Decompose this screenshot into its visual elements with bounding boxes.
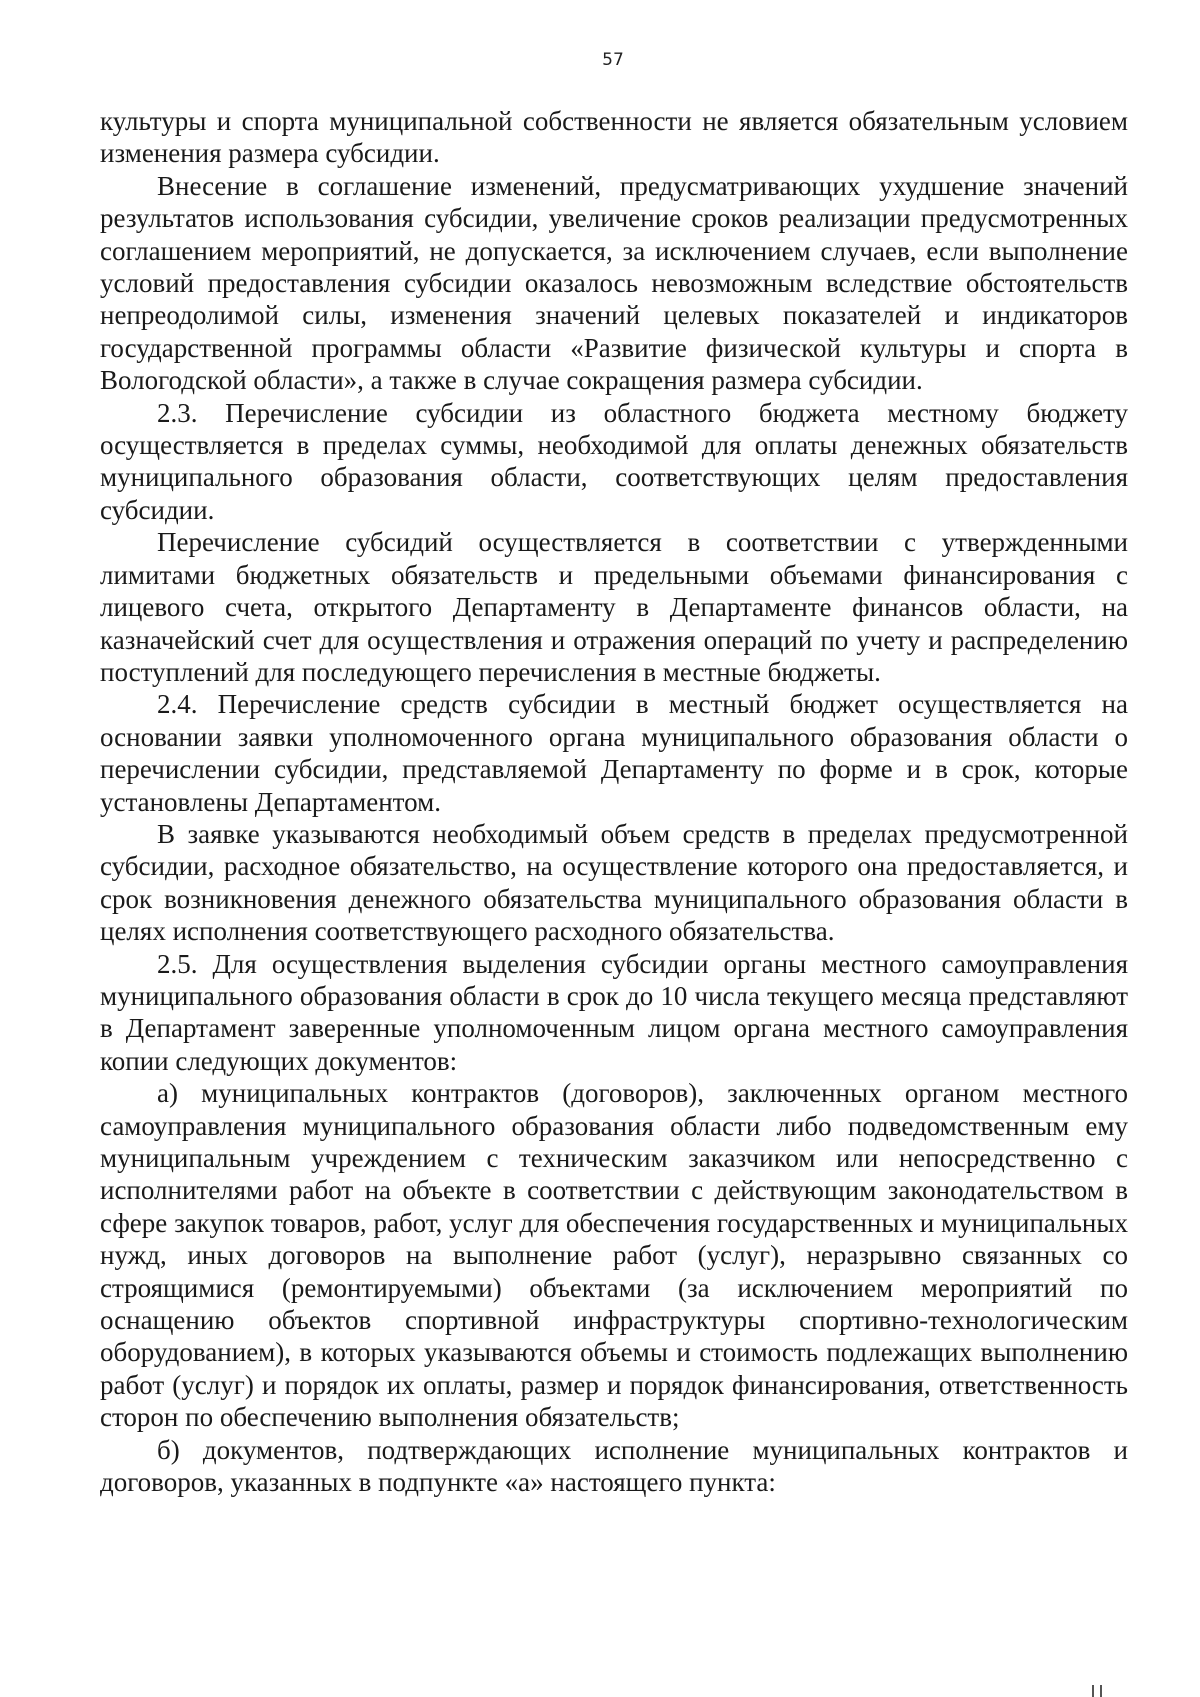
- paragraph-clause-2-4: 2.4. Перечисление средств субсидии в местный бюджет осуществляется на основании заявки уполномоченного органа муниципального образования области о перечислении субсидии, представляемой Департаменту по форме и в срок, которые установлены Департаментом.: [100, 689, 1128, 817]
- paragraph-clause-2-5: 2.5. Для осуществления выделения субсидии органы местного самоуправления муниципального образования области в срок до 10 числа текущего месяца представляют в Департамент заверенные уполномоченным лицом органа местного самоуправления копии следующих документов:: [100, 948, 1128, 1076]
- page-number: 57: [602, 50, 624, 70]
- paragraph-clause-2-3: 2.3. Перечисление субсидии из областного бюджета местному бюджету осуществляется в пределах суммы, необходимой для оплаты денежных обязательств муниципального образования области, соответствующих целям предоставления субсидии.: [100, 397, 1128, 525]
- paragraph-item-a: а) муниципальных контрактов (договоров), заключенных органом местного самоуправления муниципального образования области либо подведомственным ему муниципальным учреждением с техническим заказчиком или непосредственно с исполнителями работ на объекте в соответствии с действующим законодательством в сфере закупок товаров, работ, услуг для обеспечения государственных и муниципальных нужд, иных договоров на выполнение работ (услуг), неразрывно связанных со строящимися (ремонтируемыми) объектами (за исключением мероприятий по оснащению объектов спортивной инфраструктуры спортивно-технологическим оборудованием), в которых указываются объемы и стоимость подлежащих выполнению работ (услуг) и порядок их оплаты, размер и порядок финансирования, ответственность сторон по обеспечению выполнения обязательств;: [100, 1078, 1128, 1433]
- scan-artifact-mark: [1092, 1685, 1094, 1697]
- paragraph-item-b: б) документов, подтверждающих исполнение муниципальных контрактов и договоров, указанных в подпункте «а» настоящего пункта:: [100, 1434, 1128, 1498]
- paragraph: Внесение в соглашение изменений, предусматривающих ухудшение значений результатов использования субсидии, увеличение сроков реализации предусмотренных соглашением мероприятий, не допускается, за исключением случаев, если выполнение условий предоставления субсидии оказалось невозможным вследствие обстоятельств непреодолимой силы, изменения значений целевых показателей и индикаторов государственной программы области «Развитие физической культуры и спорта в Вологодской области», а также в случае сокращения размера субсидии.: [100, 170, 1128, 396]
- scan-artifact-mark: [1100, 1685, 1102, 1697]
- paragraph: В заявке указываются необходимый объем средств в пределах предусмотренной субсидии, расходное обязательство, на осуществление которого она предоставляется, и срок возникновения денежного обязательства муниципального образования области в целях исполнения соответствующего расходного обязательства.: [100, 818, 1128, 947]
- document-body: [100, 105, 1128, 1498]
- paragraph: Перечисление субсидий осуществляется в соответствии с утвержденными лимитами бюджетных обязательств и предельными объемами финансирования с лицевого счета, открытого Департаменту в Департаменте финансов области, на казначейский счет для осуществления и отражения операций по учету и распределению поступлений для последующего перечисления в местные бюджеты.: [100, 527, 1128, 687]
- paragraph: культуры и спорта муниципальной собственности не является обязательным условием изменения размера субсидии.: [100, 106, 1128, 169]
